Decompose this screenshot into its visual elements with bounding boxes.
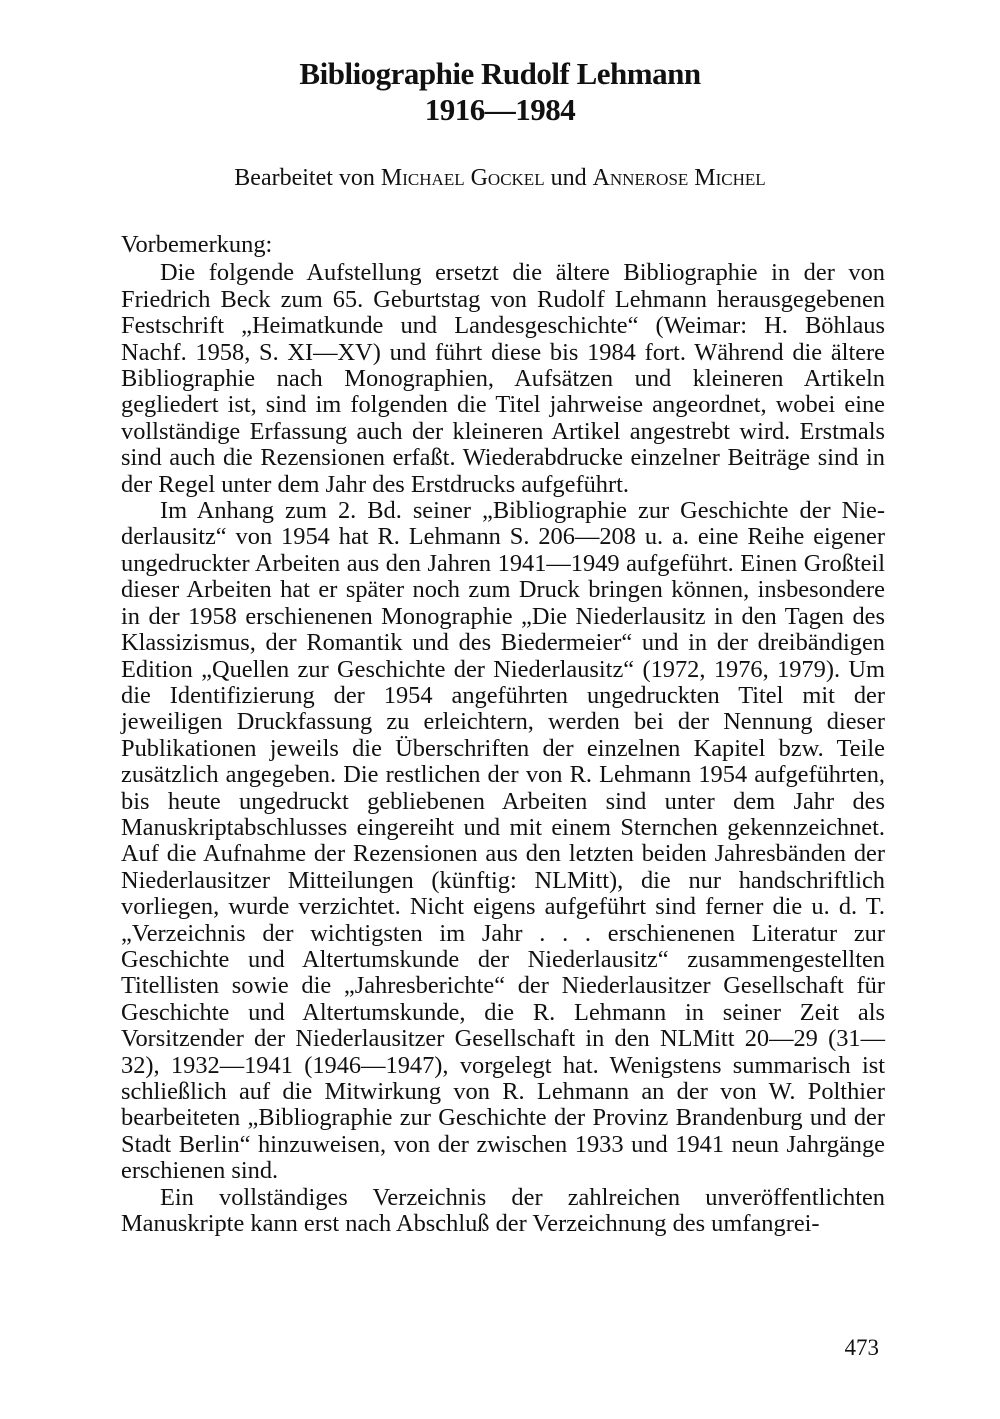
- page-title: Bibliographie Rudolf Lehmann: [299, 56, 701, 91]
- paragraph: Im Anhang zum 2. Bd. seiner „Bibliographie zur Geschichte der Niederlausitz“ von 1954 hat R. Lehmann S. 206—208 u. a. eine Reihe eigener ungedruckter Arbeiten aus den Jahren 1941—1949 aufgeführt. Einen Großteil dieser Arbeiten hat er später noch zum Druck bringen können, insbesondere in der 1958 erschienenen Monographie „Die Niederlausitz in den Tagen des Klassizismus, der Romantik und des Biedermeier“ und in der dreibändigen Edition „Quellen zur Geschichte der Niederlausitz“ (1972, 1976, 1979). Um die Identifizierung der 1954 angeführten ungedruckten Titel mit der jeweiligen Druckfassung zu erleichtern, werden bei der Nennung dieser Publikationen jeweils die Überschriften der einzelnen Kapitel bzw. Teile zusätzlich angegeben. Die restlichen der von R. Lehmann 1954 aufgeführten, bis heute ungedruckt gebliebenen Arbeiten sind unter dem Jahr des Manuskriptabschlusses eingereiht und mit einem Sternchen gekennzeichnet. Auf die Aufnahme der Rezensionen aus den letzten beiden Jahresbänden der Niederlausitzer Mitteilungen (künftig: NLMitt), die nur handschriftlich vorliegen, wurde verzichtet. Nicht eigens aufgeführt sind ferner die u. d. T. „Verzeichnis der wichtigsten im Jahr . . . erschienenen Literatur zur Geschichte und Altertumskunde der Niederlausitz“ zusammengestellten Titellisten sowie die „Jahresberichte“ der Niederlausitzer Gesellschaft für Geschichte und Altertumskunde, die R. Lehmann in seiner Zeit als Vorsitzender der Niederlausitzer Gesellschaft in den NLMitt 20—29 (31—32), 1932—1941 (1946—1947), vorgelegt hat. Wenigstens summarisch ist schließlich auf die Mitwirkung von R. Lehmann an der von W. Polthier bearbeiteten „Bibliographie zur Geschichte der Provinz Brandenburg und der Stadt Berlin“ hinzuweisen, von der zwischen 1933 und 1941 neun Jahrgänge erschienen sind.: [121, 497, 885, 1185]
- author-name: Annerose Michel: [592, 165, 766, 191]
- body-text: [121, 232, 885, 1237]
- title-years: 1916—1984: [424, 92, 576, 127]
- byline-prefix: Bearbeitet von: [234, 165, 381, 191]
- paragraph: Die folgende Aufstellung ersetzt die ältere Bibliographie in der von Friedrich Beck zum 65. Geburtstag von Rudolf Lehmann herausgegebenen Festschrift „Heimatkunde und Landesgeschichte“ (Weimar: H. Böhlaus Nachf. 1958, S. XI—XV) und führt diese bis 1984 fort. Während die ältere Bibliographie nach Monographien, Aufsätzen und kleineren Artikeln gegliedert ist, sind im folgenden die Titel jahrweise angeordnet, wobei eine vollständige Erfassung auch der kleineren Artikel angestrebt wird. Erstmals sind auch die Rezensionen erfaßt. Wiederabdrucke einzelner Beiträge sind in der Regel unter dem Jahr des Erstdrucks aufgeführt.: [121, 259, 885, 498]
- author-name: Michael Gockel: [380, 165, 545, 191]
- paragraph: Ein vollständiges Verzeichnis der zahlreichen unveröffentlichten Manuskripte kann erst nach Abschluß der Verzeichnung des umfangrei-: [121, 1183, 885, 1238]
- section-heading: Vorbemerkung:: [121, 231, 273, 258]
- byline-connector: und: [544, 165, 593, 191]
- byline: [0, 163, 1000, 193]
- page-number: 473: [844, 1335, 879, 1360]
- title-block: [0, 56, 1000, 128]
